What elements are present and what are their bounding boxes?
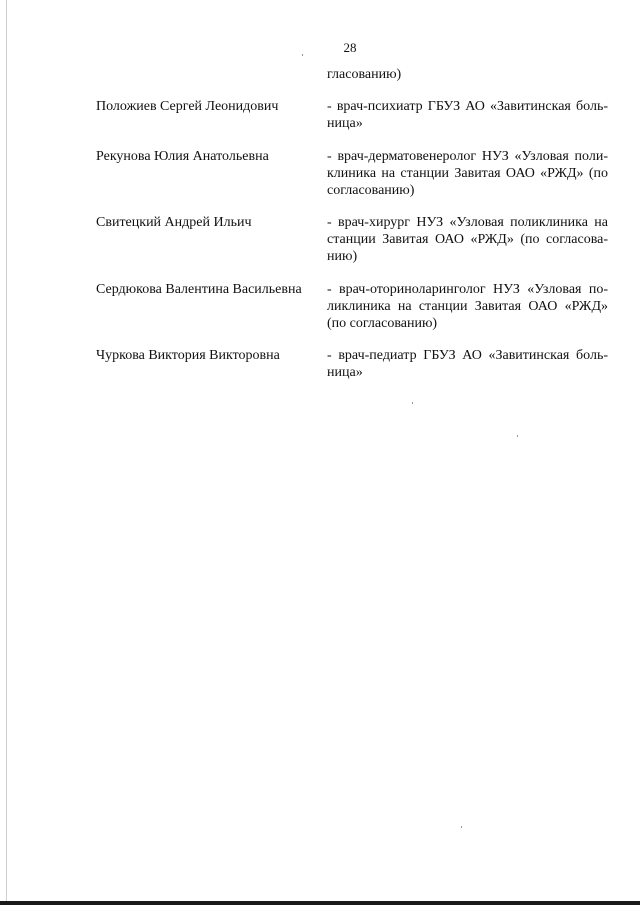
scan-speck	[412, 402, 413, 404]
continuation-text: гласованию)	[327, 67, 402, 82]
person-position	[327, 281, 608, 332]
position-line: станции Завитая ОАО «РЖД» (по согласова-	[327, 232, 608, 247]
person-position	[327, 347, 608, 381]
person-position	[327, 148, 608, 199]
scan-speck	[517, 435, 518, 437]
person-name: Положиев Сергей Леонидович	[96, 99, 279, 114]
scan-bottom-edge	[0, 901, 640, 905]
page-number: 28	[343, 40, 357, 55]
person-name: Чуркова Виктория Викторовна	[96, 348, 280, 363]
scan-speck	[302, 54, 303, 56]
person-name: Рекунова Юлия Анатольевна	[96, 149, 269, 164]
scan-left-edge	[6, 0, 7, 905]
person-position	[327, 98, 608, 132]
person-position	[327, 214, 608, 265]
person-name: Сердюкова Валентина Васильевна	[96, 282, 302, 297]
position-line: - врач-дерматовенеролог НУЗ «Узловая поли-	[327, 149, 608, 164]
position-line: (по согласованию)	[327, 316, 438, 331]
position-line: ница»	[327, 116, 363, 131]
position-line: - врач-педиатр ГБУЗ АО «Завитинская боль-	[327, 348, 608, 363]
position-line: - врач-оториноларинголог НУЗ «Узловая по-	[327, 282, 608, 297]
scan-speck	[461, 826, 462, 828]
position-line: нию)	[327, 249, 358, 264]
position-line: клиника на станции Завитая ОАО «РЖД» (по	[327, 166, 608, 181]
position-line: - врач-психиатр ГБУЗ АО «Завитинская боль-	[327, 99, 608, 114]
position-line: ликлиника на станции Завитая ОАО «РЖД»	[327, 299, 608, 314]
position-line: - врач-хирург НУЗ «Узловая поликлиника на	[327, 215, 608, 230]
position-line: ница»	[327, 365, 363, 380]
person-name: Свитецкий Андрей Ильич	[96, 215, 252, 230]
position-line: согласованию)	[327, 183, 415, 198]
